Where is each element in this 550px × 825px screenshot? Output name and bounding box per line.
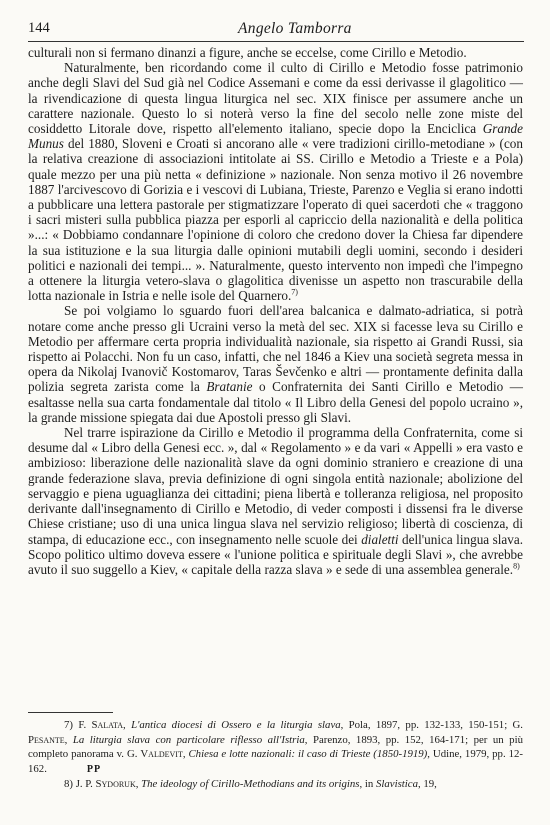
footnote-title: The ideology of Cirillo-Methodians and its origins	[141, 778, 360, 791]
footnote-sep: ,	[182, 748, 189, 761]
page-number: 144	[28, 20, 50, 36]
footnote-author: F. Salata	[78, 719, 124, 731]
italic-run: Bratanie	[206, 379, 253, 395]
page-header	[28, 20, 522, 40]
footnote-title: La liturgia slava con particolare riflesso all'Istria	[72, 733, 305, 746]
paragraph-confraternita	[28, 425, 523, 577]
printer-mark: PP	[86, 763, 102, 775]
footnote-journal: Slavistica	[376, 778, 418, 791]
text-run: Nel trarre ispirazione da Cirillo e Metodio il programma della Confraternita, come si desume dal « Libro della Genesi ecc. », dal « Regolamento » e da vari « Appelli » era vasto e ambizioso: liberazione delle nazionalità slave da ogni dominio straniero e creazione di una grande federazione slava, previa definizione di ogni singola entità nazionale; abolizione del servaggio e piena uguaglianza dei cittadini; piena libertà e tolleranza religiosa, nel proposito derivante dall'insegnamento di Cirillo e Metodio, di veder composti i dissensi fra le diverse Chiese cristiane; uso di una unica lingua slava nel servizio religioso; libertà di coscienza, di stampa, di educazione ecc., con insegnamento nelle scuole dei	[28, 425, 523, 547]
footnote-sep: ,	[64, 733, 73, 746]
footnote-rule	[28, 712, 113, 713]
footnotes	[28, 718, 523, 792]
footnote-number: 8)	[64, 778, 73, 791]
text-run: del 1880, Sloveni e Croati si ancorano alle « vere tradizioni cirillo-metodiane » (con la relativa creazione di associazioni intitolate ai SS. Cirillo e Metodio a Trieste e a Pola) quale mezzo per una più netta « definizione » nazionale. Non senza motivo il 26 novembre 1887 l'arcivescovo di Gorizia e i vescovi di Lubiana, Trieste, Parenzo e Veglia si erano indotti a pubblicare una lettera pastorale per stigmatizzare l'operato di quei sacerdoti che « traggono i sacri misteri sulla pubblica piazza per esporli al capriccio della nazionalità e della politica »...: « Dobbiamo condannare l'opinione di coloro che credono dover la Chiesa far dipendere la sua istituzione e la sua liturgia dalle opinioni mutabili degli uomini, secondo i desideri politici e nazionali dei tempi... ». Naturalmente, questo intervento non impedì che l'impegno a ottenere la liturgia vetero-slava o glagolitica divenisse un aspetto non trascurabile della lotta nazionale in Istria e nelle isole del Quarnero.	[28, 136, 523, 304]
footnote-ref: , Udine, 1979, pp. 12-162.	[28, 748, 523, 775]
body-text	[28, 45, 523, 577]
paragraph-litorale	[28, 60, 523, 303]
text-run: dell'unica lingua slava. Scopo politico ultimo doveva essere « l'unione politica e spirituale degli Slavi », che avrebbe avuto il suo suggello a Kiev, « capitale della razza slava » e sede di una assemblea generale.	[28, 531, 523, 577]
paragraph-continuation: culturali non si fermano dinanzi a figure, anche se eccelse, come Cirillo e Metodio.	[28, 45, 467, 60]
footnote-ref-8[interactable]: 8)	[513, 561, 520, 571]
text-run: Naturalmente, ben ricordando come il culto di Cirillo e Metodio fosse patrimonio anche degli Slavi del Sud già nel Codice Assemani e come da essi derivasse il glagolitico — la rivendicazione di questa lingua liturgica nel sec. XIX finisce per assumere anche un carattere nazionale. Questo lo si noterà verso la fine del secolo nelle zone miste del cosiddetto Litorale dove, rispetto all'elemento italiano, specie dopo la Enciclica	[28, 60, 523, 137]
footnote-author: J. P. Sydoruk	[75, 778, 136, 791]
italic-run: dialetti	[361, 531, 399, 547]
footnote-title: Chiesa e lotte nazionali: il caso di Trieste (1850-1919)	[188, 748, 428, 761]
footnote-ref: , Pola, 1897, pp. 132-133, 150-151; G.	[340, 719, 524, 731]
paragraph-ucraini	[28, 303, 523, 425]
running-title: Angelo Tamborra	[238, 20, 352, 37]
footnote-ref: , in	[359, 778, 376, 791]
text-run: Se poi volgiamo lo sguardo fuori dell'area balcanica e dalmato-adriatica, si potrà notare come anche presso gli Ucraini verso la metà del sec. XIX si facesse leva su Cirillo e Metodio per affermare certa propria individualità nazionale, sia rispetto ai Grandi Russi, sia rispetto ai Polacchi. Non fu un caso, infatti, che nel 1846 a Kiev una società segreta messa in opera da Nikolaj Ivanovič Kostomarov, Taras Ševčenko e altri — prontamente definita dalla polizia segreta zarista come la	[28, 303, 523, 395]
header-rule	[28, 41, 524, 42]
footnote-8	[28, 777, 523, 792]
footnote-ref: , 19,	[417, 778, 437, 791]
text-run: o Confraternita dei Santi Cirillo e Metodio — esaltasse nella sua carta fondamentale dal titolo « Il Libro della Genesi del popolo ucraino », la grande missione spiegata dai due Apostoli presso gli Slavi.	[28, 379, 523, 425]
footnote-sep: ,	[135, 778, 142, 791]
footnote-ref-7[interactable]: 7)	[291, 287, 298, 297]
footnote-author: Valdevit	[140, 748, 183, 761]
footnote-title: L'antica diocesi di Ossero e la liturgia slava	[131, 719, 341, 731]
footnote-7: 7) F. Salata, L'antica diocesi di Ossero e la liturgia slava, Pola, 1897, pp. 132-133, 150-151; G. Pesante, La liturgia slava con particolare riflesso all'Istria, Parenzo, 1893, pp. 152, 164-171; per un più completo panorama v. G. Valdevit, Chiesa e lotte nazionali: il caso di Trieste (1850-1919), Udine, 1979, pp. 12-162. PP	[28, 718, 523, 777]
footnote-number: 7)	[64, 719, 73, 731]
footnote-author: Pesante	[28, 733, 65, 746]
italic-run: Grande Munus	[28, 121, 523, 152]
footnote-ref: , Parenzo, 1893, pp. 152, 164-171; per un più completo panorama v. G.	[28, 733, 523, 761]
